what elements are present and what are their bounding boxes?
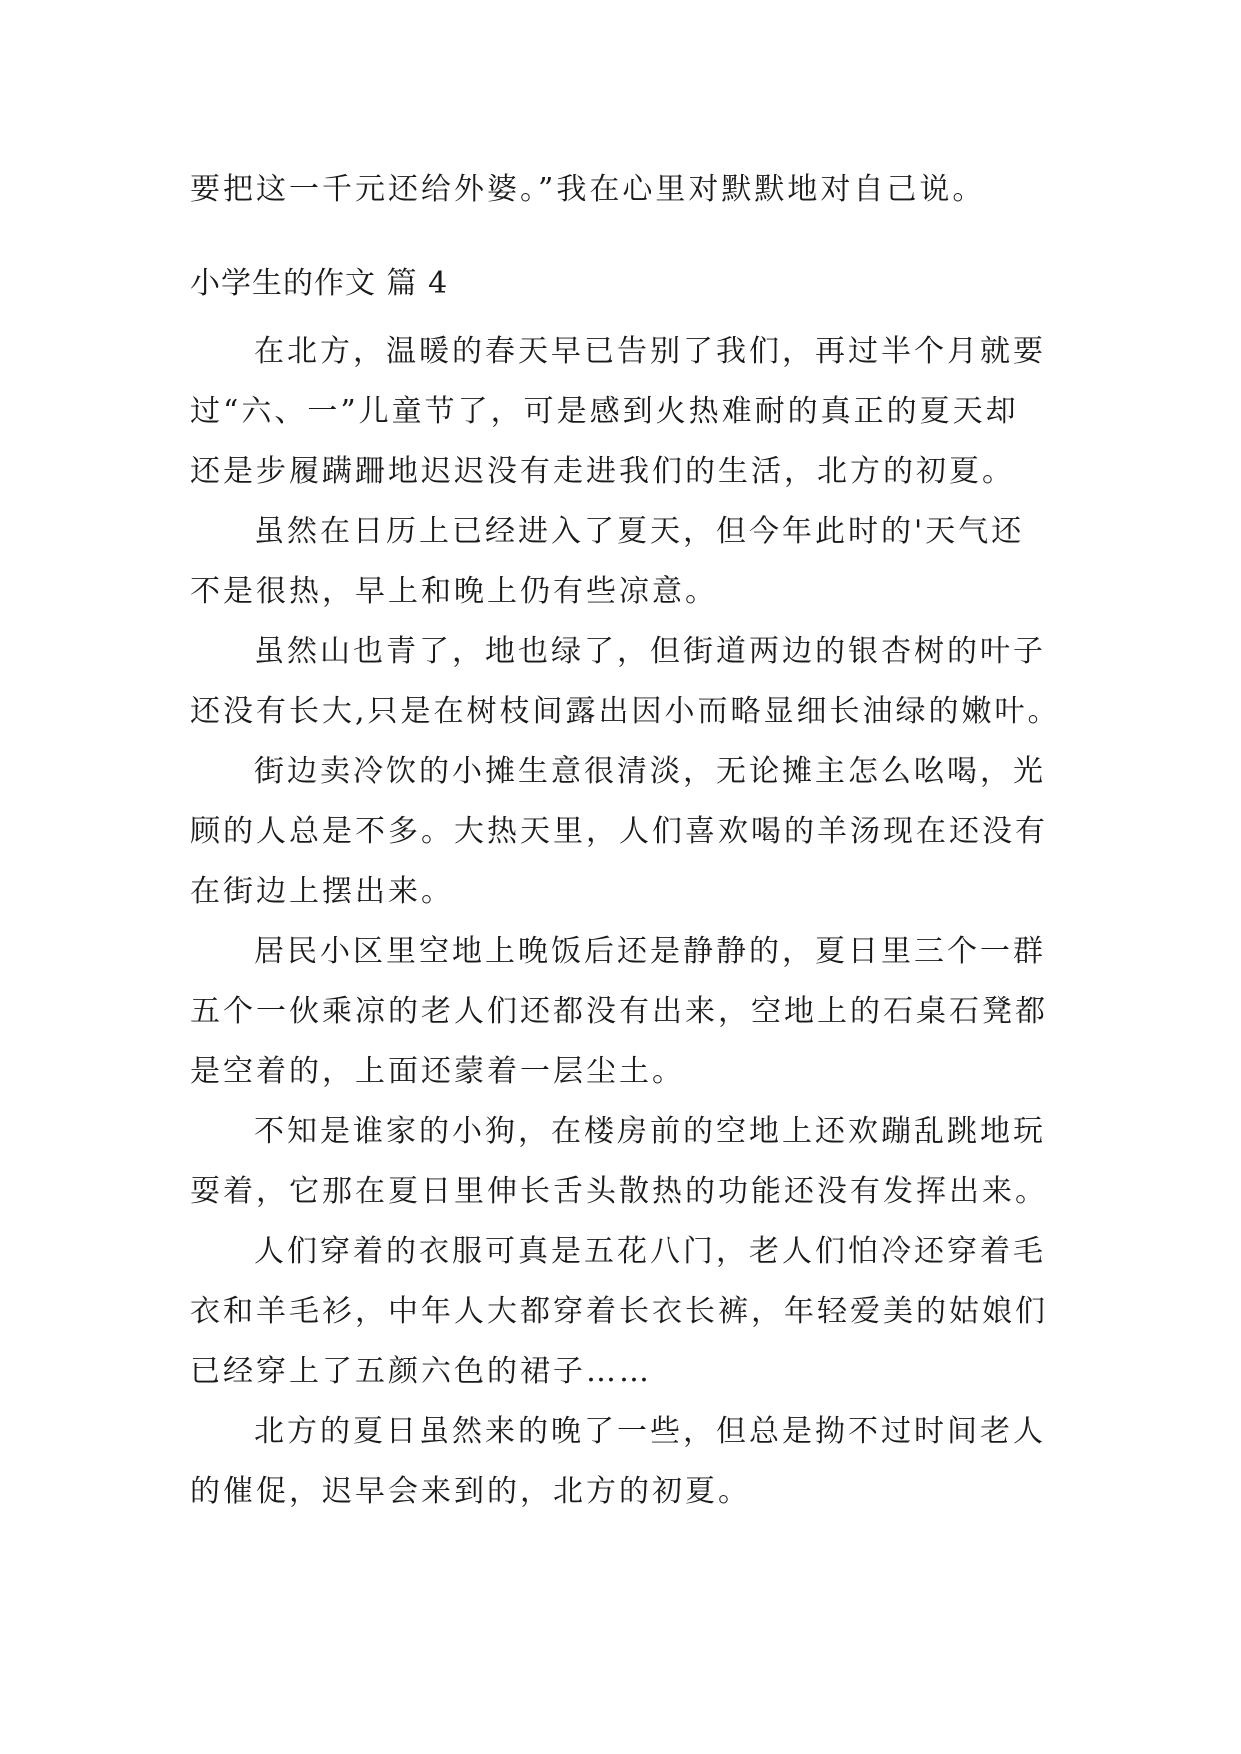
paragraph-line: 顾的人总是不多。大热天里，人们喜欢喝的羊汤现在还没有 (190, 814, 1048, 849)
paragraph-line: 过“六、一”儿童节了，可是感到火热难耐的真正的夏天却 (190, 394, 1019, 429)
paragraph-line: 不知是谁家的小狗，在楼房前的空地上还欢蹦乱跳地玩 (254, 1114, 1046, 1149)
paragraph-line: 街边卖冷饮的小摊生意很清淡，无论摊主怎么吆喝，光 (254, 754, 1046, 789)
paragraph-line: 在北方，温暖的春天早已告别了我们，再过半个月就要 (254, 334, 1046, 369)
paragraph-line: 居民小区里空地上晚饭后还是静静的，夏日里三个一群 (254, 934, 1046, 969)
paragraph-line: 是空着的，上面还蒙着一层尘土。 (190, 1054, 685, 1089)
paragraph-line: 不是很热，早上和晚上仍有些凉意。 (190, 574, 718, 609)
document-body (190, 160, 1070, 1522)
paragraph-line: 耍着，它那在夏日里伸长舌头散热的功能还没有发挥出来。 (190, 1174, 1048, 1209)
paragraph-line: 还是步履蹒跚地迟迟没有走进我们的生活，北方的初夏。 (190, 454, 1015, 489)
paragraph-line: 的催促，迟早会来到的，北方的初夏。 (190, 1474, 751, 1509)
paragraph-line: 衣和羊毛衫，中年人大都穿着长衣长裤，年轻爱美的姑娘们 (190, 1294, 1048, 1329)
paragraph-line: 还没有长大,只是在树枝间露出因小而略显细长油绿的嫩叶。 (190, 694, 1061, 729)
paragraph-line: 五个一伙乘凉的老人们还都没有出来，空地上的石桌石凳都 (190, 994, 1048, 1029)
paragraph-line: 北方的夏日虽然来的晚了一些，但总是拗不过时间老人 (254, 1414, 1046, 1449)
previous-essay-ending: 要把这一千元还给外婆。”我在心里对默默地对自己说。 (190, 172, 986, 207)
paragraph-line: 虽然在日历上已经进入了夏天，但今年此时的'天气还 (254, 514, 1025, 549)
paragraph-line: 已经穿上了五颜六色的裙子…… (190, 1354, 652, 1389)
paragraph-line: 人们穿着的衣服可真是五花八门，老人们怕冷还穿着毛 (254, 1234, 1046, 1269)
section-heading: 小学生的作文 篇 4 (190, 266, 449, 301)
paragraph-line: 虽然山也青了，地也绿了，但街道两边的银杏树的叶子 (254, 634, 1046, 669)
paragraph-line: 在街边上摆出来。 (190, 874, 454, 909)
